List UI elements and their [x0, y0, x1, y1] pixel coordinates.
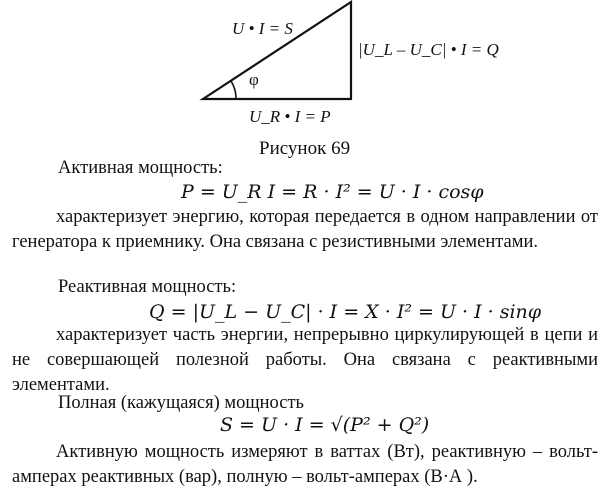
active-power-text: характеризует энергию, которая передается в одном направлении от генератора к приемнику. Она связана с резистивными элементами.	[12, 207, 598, 252]
reactive-power-formula: Q = |U_L − U_C| · I = X · I² = U · I · sinφ	[149, 301, 542, 323]
base-label: U_R • I = P	[249, 107, 331, 126]
active-power-heading: Активная мощность:	[58, 158, 223, 178]
reactive-power-text: характеризует часть энергии, непрерывно циркулирующей в цепи и не совершающей полезной работы. Она связана с реактивными элементами.	[12, 325, 598, 395]
apparent-power-heading: Полная (кажущаяся) мощность	[58, 393, 304, 413]
reactive-power-heading: Реактивная мощность:	[58, 277, 237, 297]
figure-caption: Рисунок 69	[259, 138, 351, 159]
vertical-label: |U_L – U_C| • I = Q	[358, 40, 499, 59]
hypotenuse-label	[232, 19, 293, 39]
hyp-label-text: U • I = S	[232, 19, 293, 38]
power-triangle	[203, 2, 351, 99]
angle-label: φ	[249, 70, 259, 89]
units-text: Активную мощность измеряют в ваттах (Вт), реактивную – вольт-амперах реактивных (вар), полную – вольт-амперах (В·А ).	[12, 442, 598, 487]
angle-arc	[231, 81, 236, 99]
apparent-power-formula: S = U · I = √(P² + Q²)	[220, 414, 430, 436]
active-power-formula: P = U_R I = R · I² = U · I · cosφ	[181, 181, 484, 203]
